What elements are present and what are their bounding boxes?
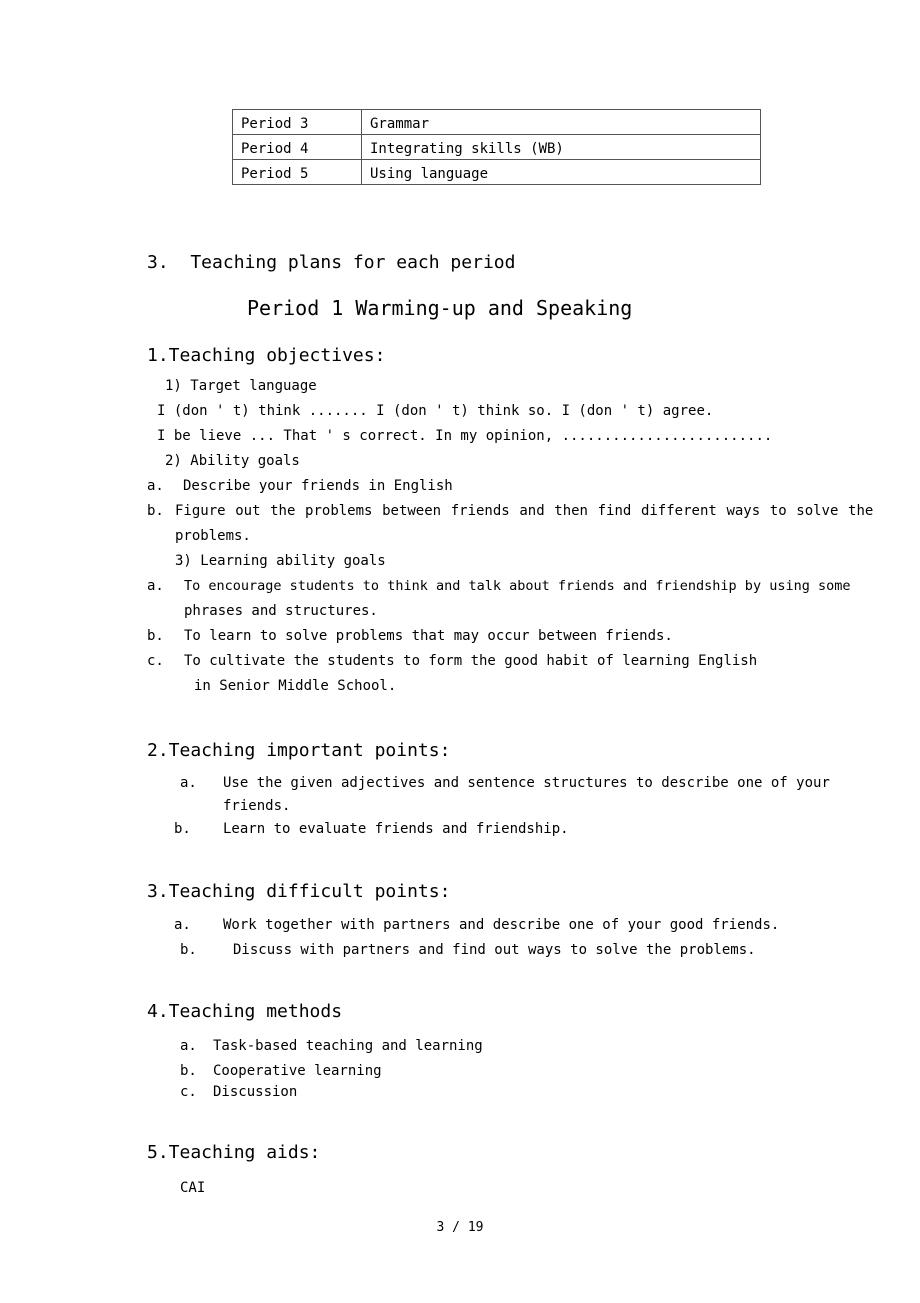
learning-goals-label: 3) Learning ability goals	[175, 553, 386, 569]
list-marker: a.	[174, 917, 191, 933]
table-row	[233, 160, 761, 185]
objectives-heading: 1.Teaching objectives:	[147, 345, 386, 366]
list-item: To learn to solve problems that may occur between friends.	[184, 628, 673, 644]
list-marker: a.	[147, 478, 164, 494]
list-item-continuation: in Senior Middle School.	[194, 678, 397, 694]
period-cell: Period 3	[233, 110, 362, 135]
target-language-line: I be lieve ... That ' s correct. In my opinion, .........................	[157, 428, 773, 444]
target-language-label: 1) Target language	[165, 378, 317, 394]
table-row	[233, 110, 761, 135]
list-marker: b.	[180, 942, 197, 958]
list-item: To encourage students to think and talk about friends and friendship by using some	[184, 578, 851, 594]
target-language-line: I (don ' t) think ....... I (don ' t) think so. I (don ' t) agree.	[157, 403, 714, 419]
aids-item: CAI	[180, 1180, 206, 1196]
list-item: Cooperative learning	[213, 1063, 382, 1079]
period-cell: Period 5	[233, 160, 362, 185]
list-item-continuation: friends.	[223, 798, 291, 814]
list-marker: a.	[180, 775, 197, 791]
list-item: Describe your friends in English	[183, 478, 453, 494]
list-item: Learn to evaluate friends and friendship.	[223, 821, 569, 837]
list-item: Discussion	[213, 1084, 298, 1100]
list-item-continuation: phrases and structures.	[184, 603, 378, 619]
list-marker: c.	[147, 653, 164, 669]
important-points-heading: 2.Teaching important points:	[147, 740, 451, 761]
content-cell: Using language	[362, 160, 761, 185]
list-item-continuation: problems.	[175, 528, 251, 544]
list-item: Task-based teaching and learning	[213, 1038, 483, 1054]
list-item: To cultivate the students to form the good habit of learning English	[184, 653, 758, 669]
periods-table	[232, 109, 761, 185]
difficult-points-heading: 3.Teaching difficult points:	[147, 881, 451, 902]
list-item: Use the given adjectives and sentence structures to describe one of your	[223, 775, 830, 791]
section-heading: 3. Teaching plans for each period	[147, 252, 516, 273]
list-marker: c.	[180, 1084, 197, 1100]
period-cell: Period 4	[233, 135, 362, 160]
list-marker: b.	[174, 821, 191, 837]
list-item: Work together with partners and describe one of your good friends.	[223, 917, 780, 933]
list-marker: a.	[180, 1038, 197, 1054]
list-item: Figure out the problems between friends and then find different ways to solve the	[175, 503, 874, 519]
list-marker: b.	[147, 503, 164, 519]
methods-heading: 4.Teaching methods	[147, 1001, 343, 1022]
list-marker: b.	[147, 628, 164, 644]
period-title: Period 1 Warming-up and Speaking	[247, 296, 633, 320]
content-cell: Grammar	[362, 110, 761, 135]
aids-heading: 5.Teaching aids:	[147, 1142, 321, 1163]
content-cell: Integrating skills (WB)	[362, 135, 761, 160]
list-marker: a.	[147, 578, 164, 594]
page-number: 3 / 19	[436, 1220, 484, 1235]
table-row	[233, 135, 761, 160]
list-marker: b.	[180, 1063, 197, 1079]
list-item: Discuss with partners and find out ways to solve the problems.	[233, 942, 756, 958]
ability-goals-label: 2) Ability goals	[165, 453, 300, 469]
